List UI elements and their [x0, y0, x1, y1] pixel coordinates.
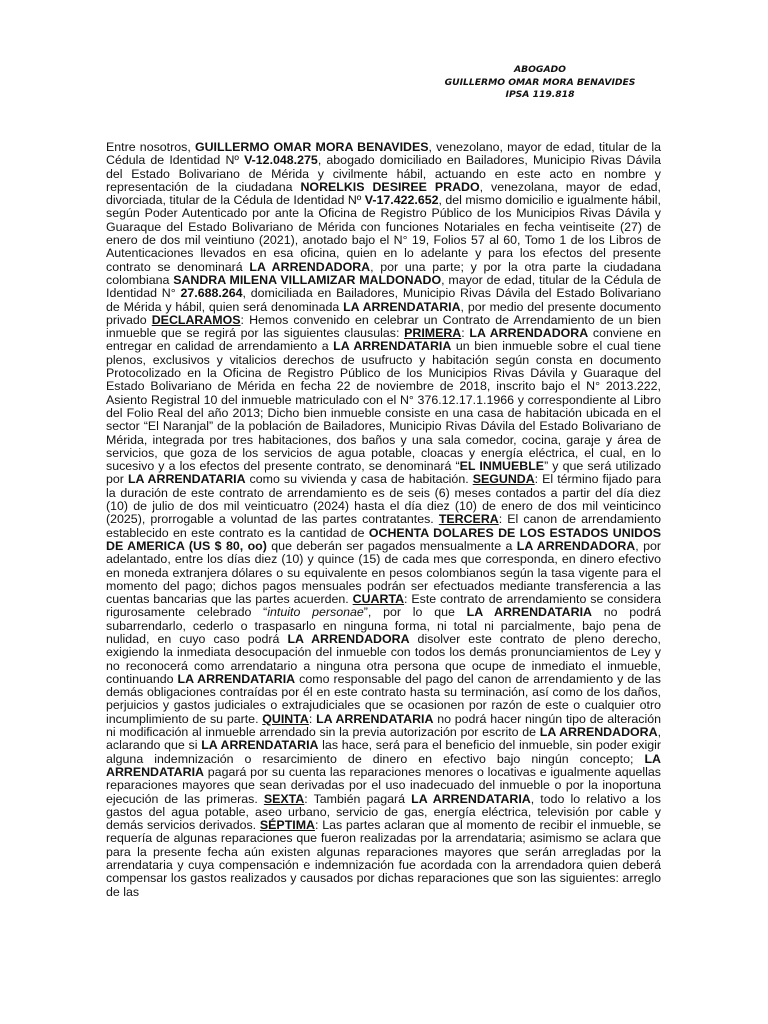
contract-text: : — [308, 711, 317, 726]
contract-text: pagará por su cuenta las reparaciones menores o locativas e igualmente aquellas reparaciones mayores que sean derivadas por el uso inadecuado del inmueble o por la inoportuna ejecución de las primeras. — [106, 764, 661, 806]
contract-text: no podrá hacer ningún tipo de alteración ni modificación al inmueble arrendado sin la previa autorización por escrito de — [106, 711, 661, 740]
bold-term: LA ARRENDATARIA — [201, 738, 319, 753]
contract-text: ”, por lo que — [363, 605, 467, 620]
bold-term: LA ARRENDATARIA — [466, 605, 592, 620]
clause-heading: SÉPTIMA — [259, 818, 315, 833]
contract-text: : — [461, 326, 470, 341]
contract-text: las hace, será para el beneficio del inmueble, sin poder exigir alguna indemnización o resarcimiento de dinero en efectivo bajo ningún concepto; — [106, 738, 661, 766]
contract-text: , aclarando que si — [106, 725, 662, 753]
contract-text: conviene en entregar en calidad de arrendamiento a — [106, 326, 661, 354]
contract-body — [106, 141, 661, 899]
contract-text: , mayor de edad, titular de la Cédula de Identidad N° — [106, 272, 662, 301]
clause-heading: SEGUNDA — [472, 472, 535, 487]
bold-term: LA ARRENDATARIA — [333, 339, 452, 354]
bold-term: V-17.422.652 — [364, 193, 439, 208]
contract-text: que deberán ser pagados mensualmente a — [266, 538, 517, 553]
bold-term: LA ARRENDATARIA — [411, 791, 531, 806]
contract-text: no podrá subarrendarlo, cederlo o traspasarlo en ninguna forma, ni total ni parcialmente, bajo pena de nulidad, en cuyo caso podrá — [106, 605, 661, 646]
letterhead — [420, 64, 660, 102]
contract-text: ” y que será utilizado por — [106, 459, 661, 487]
contract-text: , por adelantado, entre los días diez (10) y quince (15) de cada mes que corresponda, en dinero efectivo en moneda extranjera dólares o su equivalente en pesos colombianos según la tasa vigente para el momento del pago; dichos pagos mensuales podrán ser efectuados mediante transferencia a las cuentas bancarias que las partes acuerden. — [106, 538, 662, 607]
contract-text: disolver este contrato de pleno derecho, exigiendo la inmediata desocupación del inmueble con todos los demás pronunciamientos de Ley y no reconocerá como arrendatario a ninguna otra persona que ocupe de inmediato el inmueble, continuando — [106, 631, 661, 686]
contract-text: , abogado domiciliado en Bailadores, Municipio Rivas Dávila del Estado Bolivariano de Mérida y civilmente hábil, actuando en este acto en nombre y representación de la ciudadana — [106, 153, 661, 194]
italic-term: intuito personae — [267, 605, 364, 620]
contract-text: como su vivienda y casa de habitación. — [245, 472, 473, 487]
contract-text: , domiciliada en Bailadores, Municipio Rivas Dávila del Estado Bolivariano de Mérida y hábil, quien será denominada — [106, 286, 661, 314]
contract-text: : El término fijado para la duración de este contrato de arrendamiento es de seis (6) meses contados a partir del día diez (10) de julio de dos mil veinticuatro (2024) hasta el día diez (10) de enero de dos mil veinticinco (2025), prorrogable a voluntad de las partes contratantes. — [106, 472, 661, 527]
bold-term: SANDRA MILENA VILLAMIZAR MALDONADO — [173, 272, 442, 287]
contract-text: , venezolana, mayor de edad, divorciada, titular de la Cédula de Identidad Nº — [106, 179, 661, 208]
bold-term: GUILLERMO OMAR MORA BENAVIDES — [194, 140, 429, 154]
clause-heading: TERCERA — [438, 512, 499, 527]
bold-term: LA ARRENDATARIA — [343, 299, 461, 314]
bold-term: EL INMUEBLE — [459, 459, 545, 474]
contract-text: : También pagará — [304, 791, 412, 806]
bold-term: NORELKIS DESIREE PRADO — [300, 179, 480, 194]
bold-term: LA ARRENDATARIA — [177, 671, 296, 686]
letterhead-title: ABOGADO — [513, 64, 566, 75]
bold-term: LA ARRENDATARIA — [316, 711, 434, 726]
letterhead-ipsa-number: IPSA 119.818 — [505, 89, 575, 100]
bold-term: LA ARRENDADORA — [539, 725, 658, 740]
contract-text: , por una parte; y por la otra parte la ciudadana colombiana — [106, 259, 661, 287]
bold-term: LA ARRENDADORA — [249, 259, 371, 274]
contract-text: Entre nosotros, — [106, 140, 195, 154]
bold-term: LA ARRENDADORA — [469, 326, 589, 341]
contract-text: , venezolano, mayor de edad, titular de la Cédula de Identidad Nº — [106, 140, 662, 168]
bold-term: LA ARRENDATARIA — [106, 751, 661, 779]
bold-term: OCHENTA DOLARES DE LOS ESTADOS UNIDOS DE AMERICA (US $ 80, oo) — [106, 525, 661, 553]
clause-heading: CUARTA — [352, 592, 405, 607]
contract-text: : Este contrato de arrendamiento se considera rigurosamente celebrado “ — [106, 592, 662, 620]
clause-heading: PRIMERA — [404, 326, 462, 341]
clause-heading: QUINTA — [262, 711, 309, 726]
contract-text: : Las partes aclaran que al momento de recibir el inmueble, se requería de algunas reparaciones que fueron realizadas por la arrendataria; asimismo se aclara que para la presente fecha aún existen algunas reparaciones mayores que serán arregladas por la arrendataria y cuya compensación e indemnización fue acordada con la arrendadora quien deberá compensar los gastos realizados y causados por dichas reparaciones que son las siguientes: arreglo de las — [106, 818, 661, 899]
letterhead-lawyer-name: GUILLERMO OMAR MORA BENAVIDES — [444, 76, 636, 88]
contract-text: , del mismo domicilio e igualmente hábil, según Poder Autenticado por ante la Oficina de Registro Público de los Municipios Rivas Dávila y Guaraque del Estado Bolivariano de Mérida con funciones Notariales en fecha veintiseite (27) de enero de dos mil veintiuno (2021), anotado bajo el N° 19, Folios 57 al 60, Tomo 1 de los Libros de Autenticaciones llevados en esa oficina, quien en lo adelante y para los efectos del presente contrato se denominará — [106, 193, 661, 274]
clause-heading: DECLARAMOS — [151, 312, 241, 327]
contract-text: como responsable del pago del canon de arrendamiento y de las demás obligaciones contraídas por él en este contrato hasta su terminación, así como de los daños, perjuicios y gastos judiciales o extrajudiciales que se ocasionen por razón de este o cualquier otro incumplimiento de su parte. — [106, 671, 661, 726]
bold-term: LA ARRENDADORA — [287, 631, 410, 646]
contract-text: un bien inmueble sobre el cual tiene plenos, exclusivos y vitalicios derechos de usufructo y habitación según consta en documento Protocolizado en la Oficina de Registro Público de los Municipios Rivas Dávila y Guaraque del Estado Bolivariano de Mérida en fecha 22 de noviembre de 2018, inscrito bajo el N° 2013.222, Asiento Registral 10 del inmueble matriculado con el N° 376.12.17.1.1966 y correspondiente al Libro del Folio Real del año 2013; Dicho bien inmueble consiste en una casa de habitación ubicada en el sector “El Naranjal” de la población de Bailadores, Municipio Rivas Dávila del Estado Bolivariano de Mérida, integrada por tres habitaciones, dos baños y una sala comedor, cocina, garaje y área de servicios, que goza de los servicios de agua potable, cloacas y energía eléctrica, el cual, en lo sucesivo y a los efectos del presente contrato, se denominará “ — [106, 339, 661, 474]
bold-term: 27.688.264 — [180, 286, 243, 301]
bold-term: V-12.048.275 — [244, 153, 318, 168]
clause-heading: SEXTA — [263, 791, 305, 806]
bold-term: LA ARRENDATARIA — [127, 472, 246, 487]
contract-text: , todo lo relativo a los gastos del agua potable, aseo urbano, servicio de gas, energía eléctrica, televisión por cable y demás servicios derivados. — [106, 791, 661, 833]
bold-term: LA ARRENDADORA — [516, 538, 636, 553]
contract-text: , por medio del presente documento privado — [106, 299, 661, 327]
contract-text: : El canon de arrendamiento establecido en este contrato es la cantidad de — [106, 512, 661, 540]
contract-text: : Hemos convenido en celebrar un Contrato de Arrendamiento de un bien inmueble que se regirá por las siguientes clausulas: — [106, 312, 661, 341]
